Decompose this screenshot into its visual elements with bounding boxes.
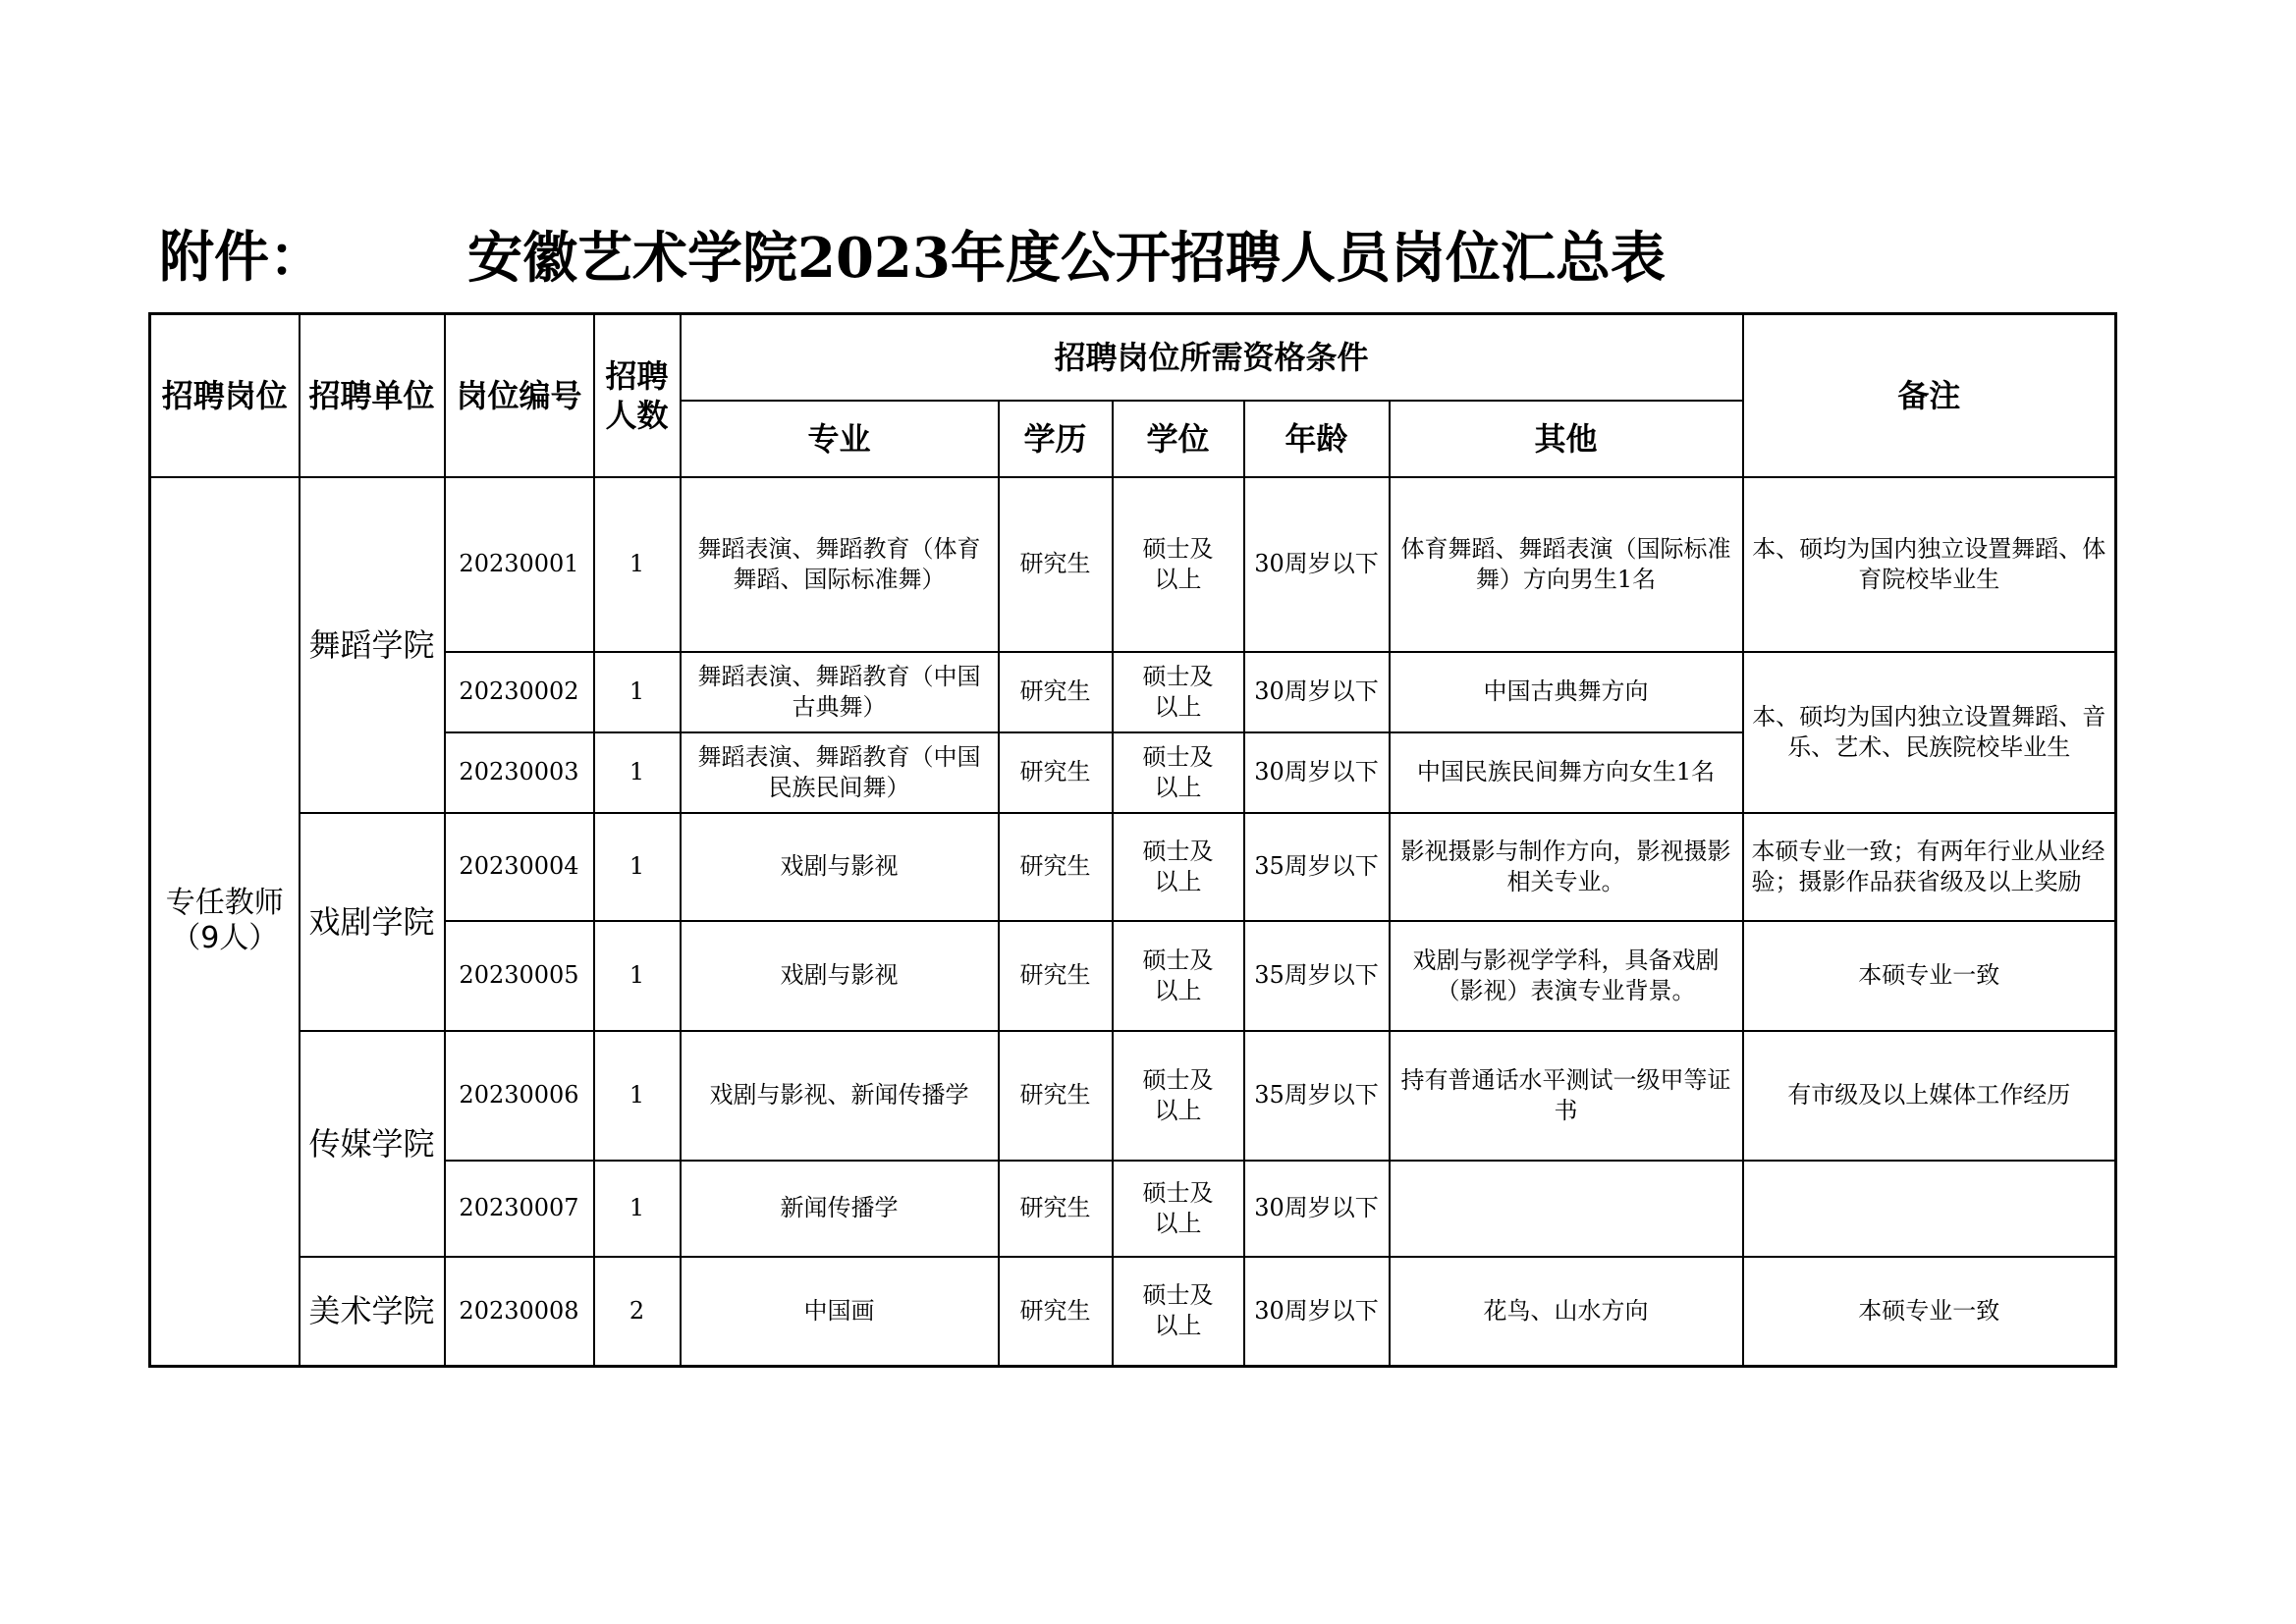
major-cell: 舞蹈表演、舞蹈教育（体育舞蹈、国际标准舞） — [681, 477, 999, 652]
degree-cell: 硕士及以上 — [1113, 652, 1244, 732]
degree-cell: 硕士及以上 — [1113, 732, 1244, 813]
education-cell: 研究生 — [999, 813, 1113, 921]
code-cell: 20230005 — [445, 921, 594, 1031]
age-cell: 30周岁以下 — [1244, 1161, 1390, 1257]
count-cell: 2 — [594, 1257, 681, 1367]
table-row — [150, 1161, 2116, 1257]
other-cell: 戏剧与影视学学科，具备戏剧（影视）表演专业背景。 — [1390, 921, 1743, 1031]
other-cell: 持有普通话水平测试一级甲等证书 — [1390, 1031, 1743, 1161]
unit-dance: 舞蹈学院 — [300, 477, 445, 813]
major-cell: 舞蹈表演、舞蹈教育（中国民族民间舞） — [681, 732, 999, 813]
remark-cell — [1743, 1161, 2116, 1257]
code-cell: 20230001 — [445, 477, 594, 652]
unit-media: 传媒学院 — [300, 1031, 445, 1257]
major-cell: 中国画 — [681, 1257, 999, 1367]
major-cell: 舞蹈表演、舞蹈教育（中国古典舞） — [681, 652, 999, 732]
unit-drama: 戏剧学院 — [300, 813, 445, 1031]
header-remark: 备注 — [1743, 314, 2116, 477]
remark-cell: 有市级及以上媒体工作经历 — [1743, 1031, 2116, 1161]
education-cell: 研究生 — [999, 652, 1113, 732]
age-cell: 30周岁以下 — [1244, 1257, 1390, 1367]
major-cell: 戏剧与影视 — [681, 813, 999, 921]
count-cell: 1 — [594, 921, 681, 1031]
other-cell: 花鸟、山水方向 — [1390, 1257, 1743, 1367]
remark-cell: 本硕专业一致 — [1743, 1257, 2116, 1367]
header-qualification: 招聘岗位所需资格条件 — [681, 314, 1743, 401]
header-unit: 招聘单位 — [300, 314, 445, 477]
education-cell: 研究生 — [999, 477, 1113, 652]
positions-table — [148, 312, 2117, 1368]
major-cell: 新闻传播学 — [681, 1161, 999, 1257]
degree-cell: 硕士及以上 — [1113, 921, 1244, 1031]
header-education: 学历 — [999, 401, 1113, 477]
table-row — [150, 652, 2116, 732]
age-cell: 35周岁以下 — [1244, 921, 1390, 1031]
degree-cell: 硕士及以上 — [1113, 813, 1244, 921]
count-cell: 1 — [594, 732, 681, 813]
age-cell: 30周岁以下 — [1244, 652, 1390, 732]
code-cell: 20230006 — [445, 1031, 594, 1161]
header-post: 招聘岗位 — [150, 314, 300, 477]
remark-cell: 本硕专业一致 — [1743, 921, 2116, 1031]
age-cell: 30周岁以下 — [1244, 732, 1390, 813]
header-other: 其他 — [1390, 401, 1743, 477]
table-row — [150, 921, 2116, 1031]
table-row — [150, 477, 2116, 652]
degree-cell: 硕士及以上 — [1113, 1161, 1244, 1257]
degree-cell: 硕士及以上 — [1113, 1031, 1244, 1161]
major-cell: 戏剧与影视、新闻传播学 — [681, 1031, 999, 1161]
other-cell — [1390, 1161, 1743, 1257]
header-code: 岗位编号 — [445, 314, 594, 477]
other-cell: 中国古典舞方向 — [1390, 652, 1743, 732]
code-cell: 20230008 — [445, 1257, 594, 1367]
header-age: 年龄 — [1244, 401, 1390, 477]
table-row — [150, 1257, 2116, 1367]
education-cell: 研究生 — [999, 921, 1113, 1031]
count-cell: 1 — [594, 1031, 681, 1161]
other-cell: 影视摄影与制作方向，影视摄影相关专业。 — [1390, 813, 1743, 921]
document-title — [0, 224, 2296, 293]
age-cell: 35周岁以下 — [1244, 813, 1390, 921]
page-title: 安徽艺术学院2023年度公开招聘人员岗位汇总表 — [467, 226, 1666, 291]
attachment-label: 附件： — [159, 226, 324, 290]
count-cell: 1 — [594, 652, 681, 732]
degree-cell: 硕士及以上 — [1113, 477, 1244, 652]
header-degree: 学位 — [1113, 401, 1244, 477]
code-cell: 20230007 — [445, 1161, 594, 1257]
table-row — [150, 1031, 2116, 1161]
header-major: 专业 — [681, 401, 999, 477]
count-cell: 1 — [594, 477, 681, 652]
other-cell: 体育舞蹈、舞蹈表演（国际标准舞）方向男生1名 — [1390, 477, 1743, 652]
education-cell: 研究生 — [999, 1257, 1113, 1367]
age-cell: 35周岁以下 — [1244, 1031, 1390, 1161]
remark-cell: 本、硕均为国内独立设置舞蹈、音乐、艺术、民族院校毕业生 — [1743, 652, 2116, 813]
education-cell: 研究生 — [999, 732, 1113, 813]
unit-fine-arts: 美术学院 — [300, 1257, 445, 1367]
other-cell: 中国民族民间舞方向女生1名 — [1390, 732, 1743, 813]
age-cell: 30周岁以下 — [1244, 477, 1390, 652]
header-count: 招聘人数 — [594, 314, 681, 477]
education-cell: 研究生 — [999, 1031, 1113, 1161]
code-cell: 20230003 — [445, 732, 594, 813]
degree-cell: 硕士及以上 — [1113, 1257, 1244, 1367]
remark-cell: 本、硕均为国内独立设置舞蹈、体育院校毕业生 — [1743, 477, 2116, 652]
code-cell: 20230004 — [445, 813, 594, 921]
remark-cell: 本硕专业一致；有两年行业从业经验；摄影作品获省级及以上奖励 — [1743, 813, 2116, 921]
major-cell: 戏剧与影视 — [681, 921, 999, 1031]
table-row — [150, 813, 2116, 921]
count-cell: 1 — [594, 1161, 681, 1257]
count-cell: 1 — [594, 813, 681, 921]
post-cell: 专任教师（9人） — [150, 477, 300, 1367]
education-cell: 研究生 — [999, 1161, 1113, 1257]
code-cell: 20230002 — [445, 652, 594, 732]
